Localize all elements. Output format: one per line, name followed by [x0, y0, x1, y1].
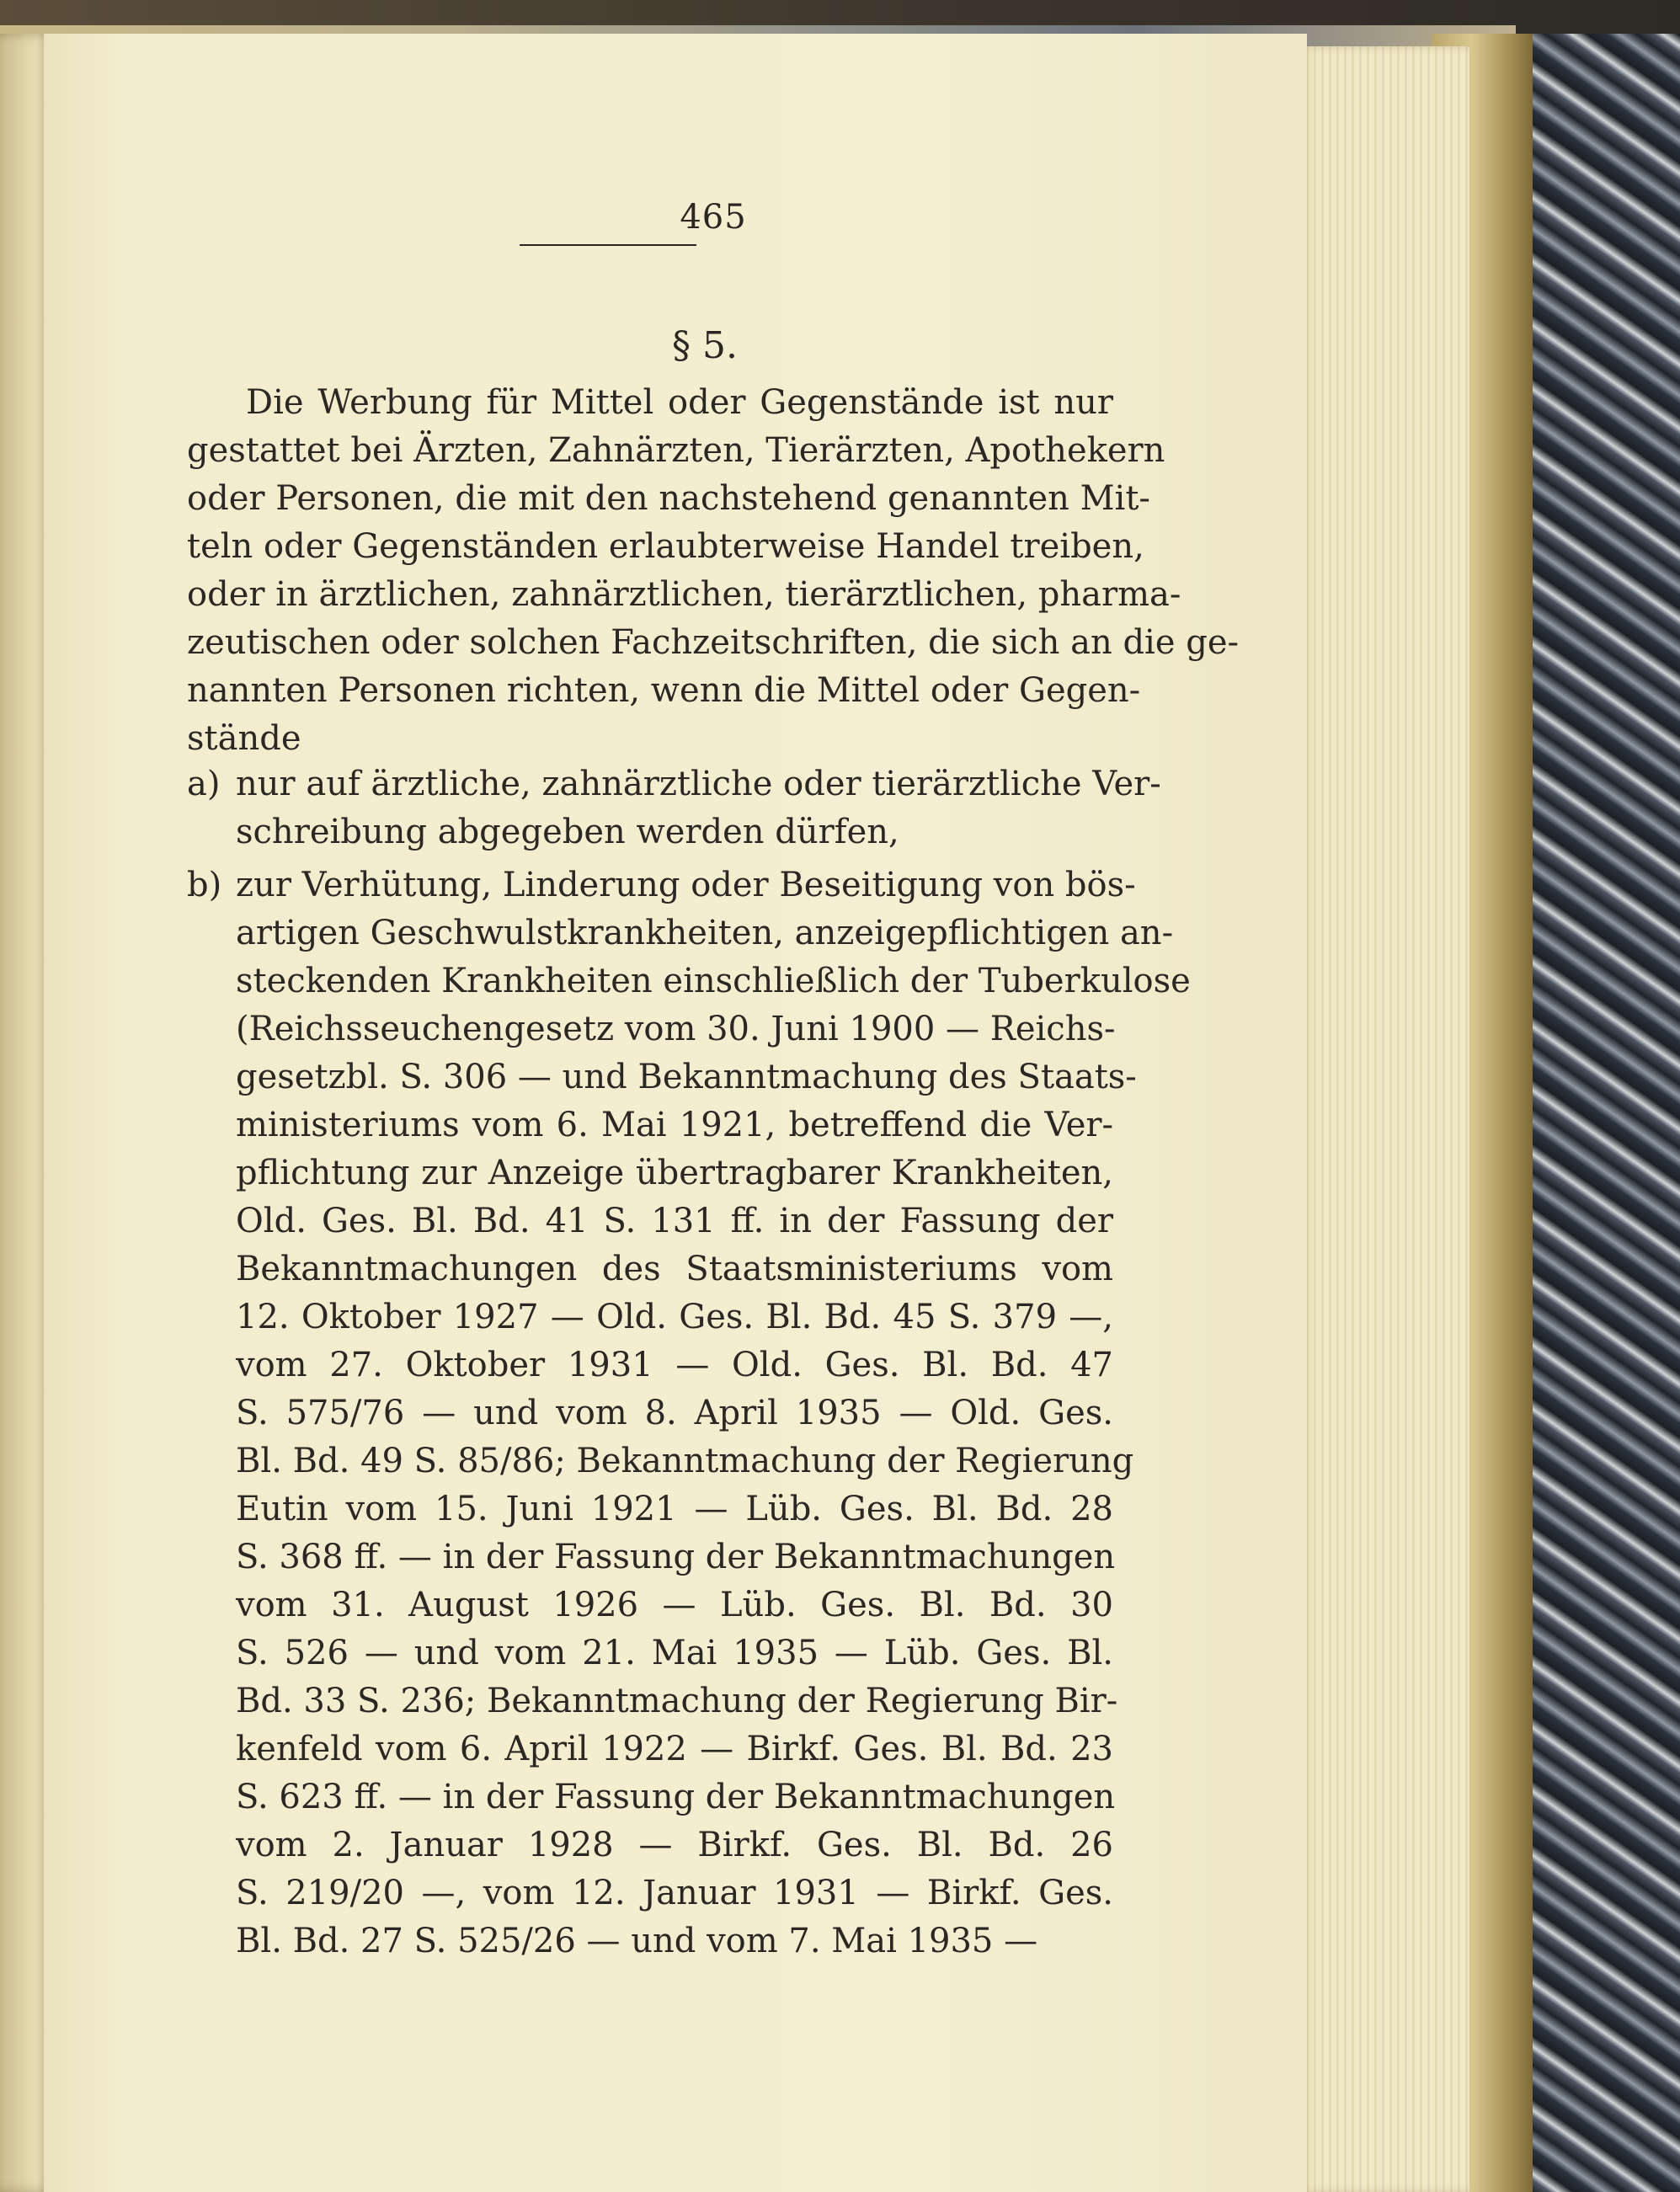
list-line: S. 623 ff. — in der Fassung der Bekanntmachungen [236, 1778, 1116, 1816]
intro-line: stände [187, 719, 301, 758]
list-line: S. 575/76 — und vom 8. April 1935 — Old. Ges. [236, 1394, 1113, 1432]
list-item-body [236, 861, 1191, 1965]
intro-line: nannten Personen richten, wenn die Mittel oder Gegen- [187, 671, 1141, 710]
list-line: kenfeld vom 6. April 1922 — Birkf. Ges. Bl. Bd. 23 [236, 1730, 1113, 1768]
intro-line: oder in ärztlichen, zahnärztlichen, tierärztlichen, pharma- [187, 575, 1181, 614]
list-line: Old. Ges. Bl. Bd. 41 S. 131 ff. in der Fassung der [236, 1202, 1113, 1240]
list-line: steckenden Krankheiten einschließlich der Tuberkulose [236, 962, 1191, 1000]
list-line: Eutin vom 15. Juni 1921 — Lüb. Ges. Bl. Bd. 28 [236, 1490, 1113, 1528]
intro-line: teln oder Gegenständen erlaubterweise Handel treiben, [187, 527, 1144, 566]
intro-line: gestattet bei Ärzten, Zahnärzten, Tierärzten, Apothekern [187, 431, 1165, 470]
list-line: artigen Geschwulstkrankheiten, anzeigepflichtigen an- [236, 914, 1174, 952]
list-item-body [236, 760, 1161, 856]
page-stack-edges [1301, 46, 1469, 2192]
list-marker: a) [187, 765, 221, 803]
list-line: schreibung abgegeben werden dürfen, [236, 813, 899, 851]
list-line: (Reichsseuchengesetz vom 30. Juni 1900 — Reichs- [236, 1010, 1116, 1048]
book-page [44, 34, 1307, 2192]
section-heading: § 5. [672, 324, 738, 367]
list-line: S. 219/20 —, vom 12. Januar 1931 — Birkf. Ges. [236, 1874, 1113, 1912]
header-rule [520, 244, 696, 246]
list-line: Bd. 33 S. 236; Bekanntmachung der Regierung Bir- [236, 1682, 1118, 1720]
intro-line: zeutischen oder solchen Fachzeitschriften, die sich an die ge- [187, 623, 1240, 662]
intro-line: Die Werbung für Mittel oder Gegenstände ist nur [246, 383, 1113, 422]
list-line: S. 526 — und vom 21. Mai 1935 — Lüb. Ges. Bl. [236, 1634, 1113, 1672]
intro-paragraph [187, 379, 1240, 763]
list-line: Bl. Bd. 27 S. 525/26 — und vom 7. Mai 1935 — [236, 1922, 1038, 1960]
list-line: 12. Oktober 1927 — Old. Ges. Bl. Bd. 45 S. 379 —, [236, 1298, 1113, 1336]
list-line: vom 31. August 1926 — Lüb. Ges. Bl. Bd. 30 [236, 1586, 1113, 1624]
list-line: ministeriums vom 6. Mai 1921, betreffend die Ver- [236, 1106, 1113, 1144]
list-line: gesetzbl. S. 306 — und Bekanntmachung des Staats- [236, 1058, 1137, 1096]
list-line: pflichtung zur Anzeige übertragbarer Krankheiten, [236, 1154, 1113, 1192]
list-line: vom 27. Oktober 1931 — Old. Ges. Bl. Bd. 47 [236, 1346, 1113, 1384]
list-line: zur Verhütung, Linderung oder Beseitigung von bös- [236, 866, 1136, 904]
list-marker: b) [187, 866, 222, 904]
list-line: Bl. Bd. 49 S. 85/86; Bekanntmachung der Regierung [236, 1442, 1134, 1480]
list-line: S. 368 ff. — in der Fassung der Bekanntmachungen [236, 1538, 1116, 1576]
intro-line: oder Personen, die mit den nachstehend genannten Mit- [187, 479, 1150, 518]
list-line: vom 2. Januar 1928 — Birkf. Ges. Bl. Bd. 26 [236, 1826, 1113, 1864]
list-line: nur auf ärztliche, zahnärztliche oder tierärztliche Ver- [236, 765, 1161, 803]
page-number-text: 465 [680, 198, 747, 237]
page-number [44, 198, 1307, 237]
list-line: Bekanntmachungen des Staatsministeriums vom [236, 1250, 1113, 1288]
